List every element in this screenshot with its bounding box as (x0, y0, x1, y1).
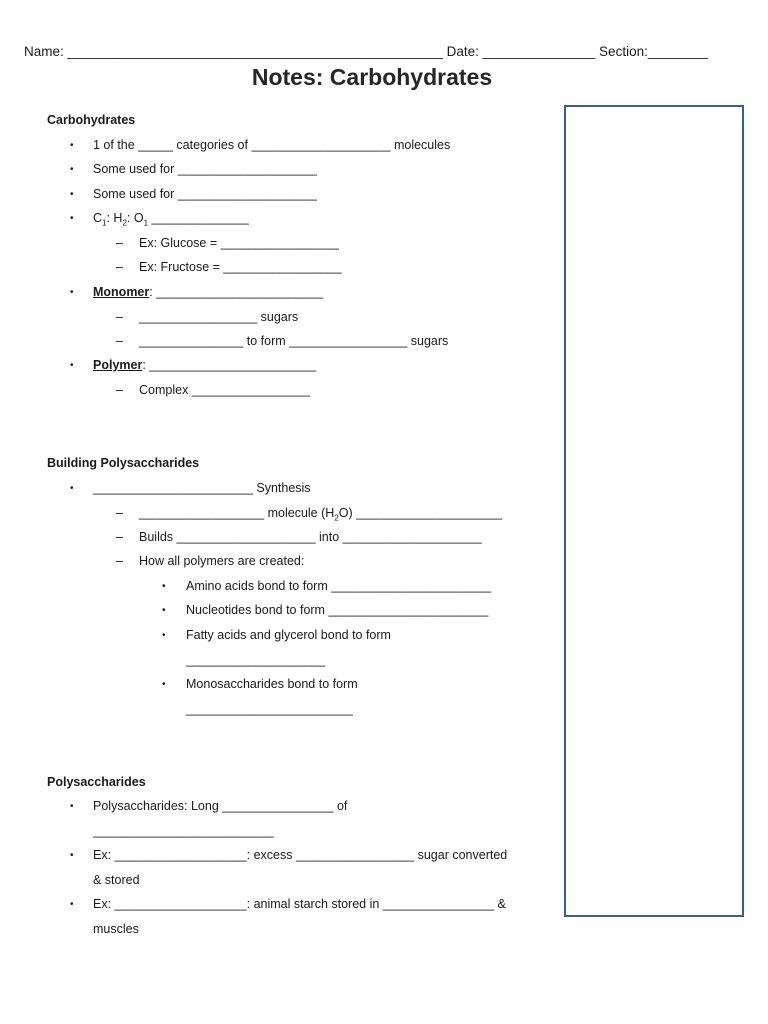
list-item-text: Ex: Fructose = _________________ (139, 260, 342, 274)
bullet-dash: – (116, 310, 123, 324)
polymer-blank: : ________________________ (142, 358, 317, 372)
bullet-dot: • (162, 581, 166, 592)
list-item-text: Some used for ____________________ (93, 187, 317, 201)
list-item-text: Amino acids bond to form _______________________ (186, 579, 492, 593)
formula-text (93, 211, 249, 228)
section-heading-building: Building Polysaccharides (47, 456, 200, 470)
bullet-dot: • (70, 287, 74, 298)
list-item-text: Builds ____________________ into ____________________ (139, 530, 482, 544)
list-item-text: Some used for ____________________ (93, 162, 317, 176)
list-item-text (93, 285, 323, 299)
list-item-text (93, 358, 316, 372)
bullet-dot: • (70, 850, 74, 861)
list-item-continuation: __________________________ (93, 824, 274, 838)
list-item-text: 1 of the _____ categories of ____________________ molecules (93, 138, 451, 152)
list-item-continuation: ________________________ (186, 702, 353, 716)
monomer-label: Monomer (93, 285, 150, 299)
bullet-dot: • (70, 164, 74, 175)
bullet-dot: • (162, 605, 166, 616)
bullet-dot: • (162, 679, 166, 690)
bullet-dot: • (162, 630, 166, 641)
bullet-dot: • (70, 213, 74, 224)
bullet-dash: – (116, 383, 123, 397)
formula-o: : O (126, 211, 144, 225)
list-item-text: _______________ to form _________________ sugars (139, 334, 449, 348)
list-item-text: _________________ sugars (139, 310, 299, 324)
bullet-dash: – (116, 506, 123, 520)
bullet-dash: – (116, 260, 123, 274)
list-item-text: Ex: ___________________: animal starch stored in ________________ & (93, 897, 506, 911)
list-item-text: Nucleotides bond to form _______________________ (186, 603, 489, 617)
bullet-dot: • (70, 140, 74, 151)
list-item-text: Ex: ___________________: excess _________________ sugar converted (93, 848, 508, 862)
polymer-label: Polymer (93, 358, 143, 372)
list-item-text: Fatty acids and glycerol bond to form (186, 628, 391, 642)
formula-blank: ______________ (148, 211, 249, 225)
list-item-text: _______________________ Synthesis (93, 481, 311, 495)
bullet-dash: – (116, 554, 123, 568)
list-item-text: Complex _________________ (139, 383, 310, 397)
section-heading-polysaccharides: Polysaccharides (47, 775, 146, 789)
list-item-text: How all polymers are created: (139, 554, 305, 568)
formula-h-sub: 2 (122, 218, 127, 228)
bullet-dash: – (116, 334, 123, 348)
list-item-continuation: & stored (93, 873, 140, 887)
formula-h: : H (106, 211, 123, 225)
bullet-dot: • (70, 899, 74, 910)
formula-c: C (93, 211, 103, 225)
list-item-continuation: muscles (93, 922, 139, 936)
section-heading-carbohydrates: Carbohydrates (47, 113, 136, 127)
page-title: Notes: Carbohydrates (251, 64, 493, 90)
bullet-dot: • (70, 801, 74, 812)
bullet-dash: – (116, 530, 123, 544)
water-molecule-blank: O) _____________________ (338, 506, 503, 520)
formula-o-sub: 1 (143, 218, 149, 228)
water-molecule-text: __________________ molecule (H (139, 506, 335, 520)
list-item-text: Polysaccharides: Long ________________ of (93, 799, 348, 813)
bullet-dot: • (70, 360, 74, 371)
bullet-dot: • (70, 189, 74, 200)
bullet-dash: – (116, 236, 123, 250)
water-sub: 2 (334, 513, 339, 523)
notes-box (564, 105, 744, 917)
list-item-text: Ex: Glucose = _________________ (139, 236, 339, 250)
bullet-dot: • (70, 483, 74, 494)
monomer-blank: : ________________________ (149, 285, 324, 299)
list-item-text (139, 506, 502, 523)
header-fields: Name: __________________________________________________ Date: _______________ Section:________ (24, 44, 708, 59)
list-item-continuation: ____________________ (186, 653, 326, 667)
formula-c-sub: 1 (102, 218, 107, 228)
list-item-text: Monosaccharides bond to form (186, 677, 358, 691)
